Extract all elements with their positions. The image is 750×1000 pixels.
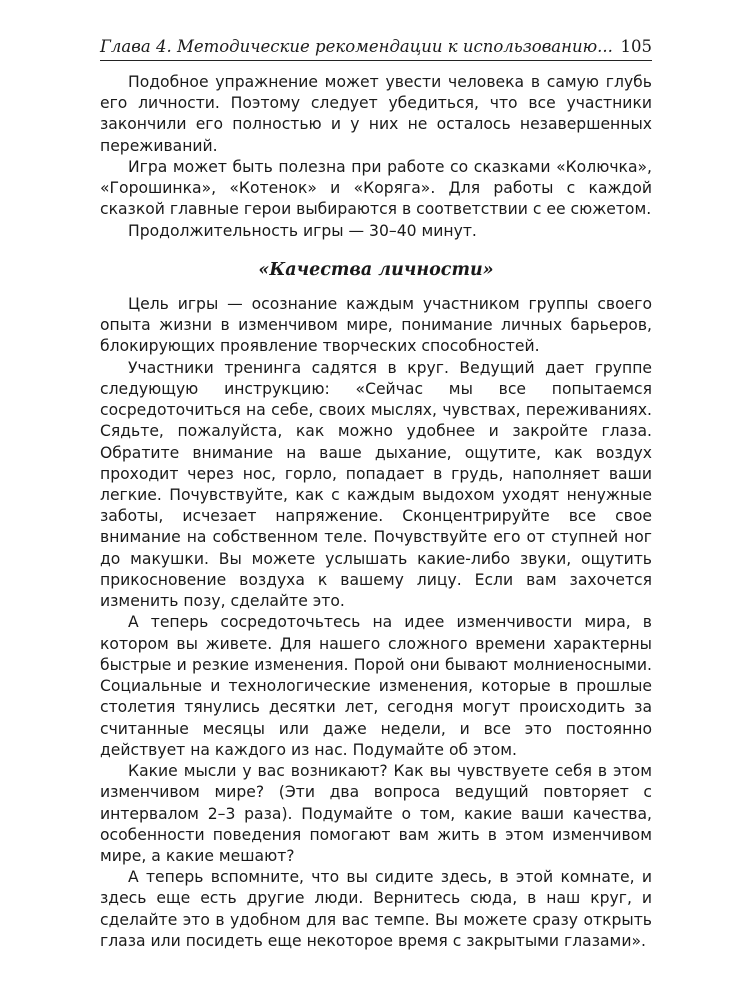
book-page (100, 0, 652, 1000)
paragraph: Какие мысли у вас возникают? Как вы чувствуете себя в этом изменчивом мире? (Эти два вопроса ведущий повторяет с интервалом 2–3 раза). Подумайте о том, какие ваши качества, особенности поведения помогают вам жить в этом изменчивом мире, а какие мешают? (100, 762, 652, 865)
paragraph: А теперь вспомните, что вы сидите здесь, в этой комнате, и здесь еще есть другие люди. Вернитесь сюда, в наш круг, и сделайте это в удобном для вас темпе. Вы можете сразу открыть глаза или посидеть еще некоторое время с закрытыми глазами». (100, 868, 652, 950)
paragraph: Игра может быть полезна при работе со сказками «Колючка», «Горошинка», «Котенок» и «Коряга». Для работы с каждой сказкой главные герои выбираются в соответствии с ее сюжетом. (100, 157, 652, 219)
chapter-title: Глава 4. Методические рекомендации к использованию... (100, 37, 613, 56)
paragraph: Продолжительность игры — 30–40 минут. (128, 221, 477, 240)
paragraph: А теперь сосредоточьтесь на идее изменчивости мира, в котором вы живете. Для нашего сложного времени характерны быстрые и резкие изменения. Порой они бывают молниеносными. Социальные и технологические изменения, которые в прошлые столетия тянулись десятки лет, сегодня могут происходить за считанные месяцы или даже недели, и все это постоянно действует на каждого из нас. Подумайте об этом. (100, 613, 652, 759)
running-header (100, 36, 652, 61)
section-heading: «Качества личности» (258, 259, 494, 280)
page-number: 105 (620, 37, 652, 56)
paragraph: Участники тренинга садятся в круг. Ведущий дает группе следующую инструкцию: «Сейчас мы все попытаемся сосредоточиться на себе, своих мыслях, чувствах, переживаниях. Сядьте, пожалуйста, как можно удобнее и закройте глаза. Обратите внимание на ваше дыхание, ощутите, как воздух проходит через нос, горло, попадает в грудь, наполняет ваши легкие. Почувствуйте, как с каждым выдохом уходят ненужные заботы, исчезает напряжение. Сконцентрируйте все свое внимание на собственном теле. Почувствуйте его от ступней ног до макушки. Вы можете услышать какие-либо звуки, ощутить прикосновение воздуха к вашему лицу. Если вам захочется изменить позу, сделайте это. (100, 358, 652, 611)
body-text (100, 72, 652, 952)
paragraph: Подобное упражнение может увести человека в самую глубь его личности. Поэтому следует убедиться, что все участники закончили его полностью и у них не осталось незавершенных переживаний. (100, 73, 652, 155)
paragraph: Цель игры — осознание каждым участником группы своего опыта жизни в изменчивом мире, понимание личных барьеров, блокирующих проявление творческих способностей. (100, 294, 652, 356)
